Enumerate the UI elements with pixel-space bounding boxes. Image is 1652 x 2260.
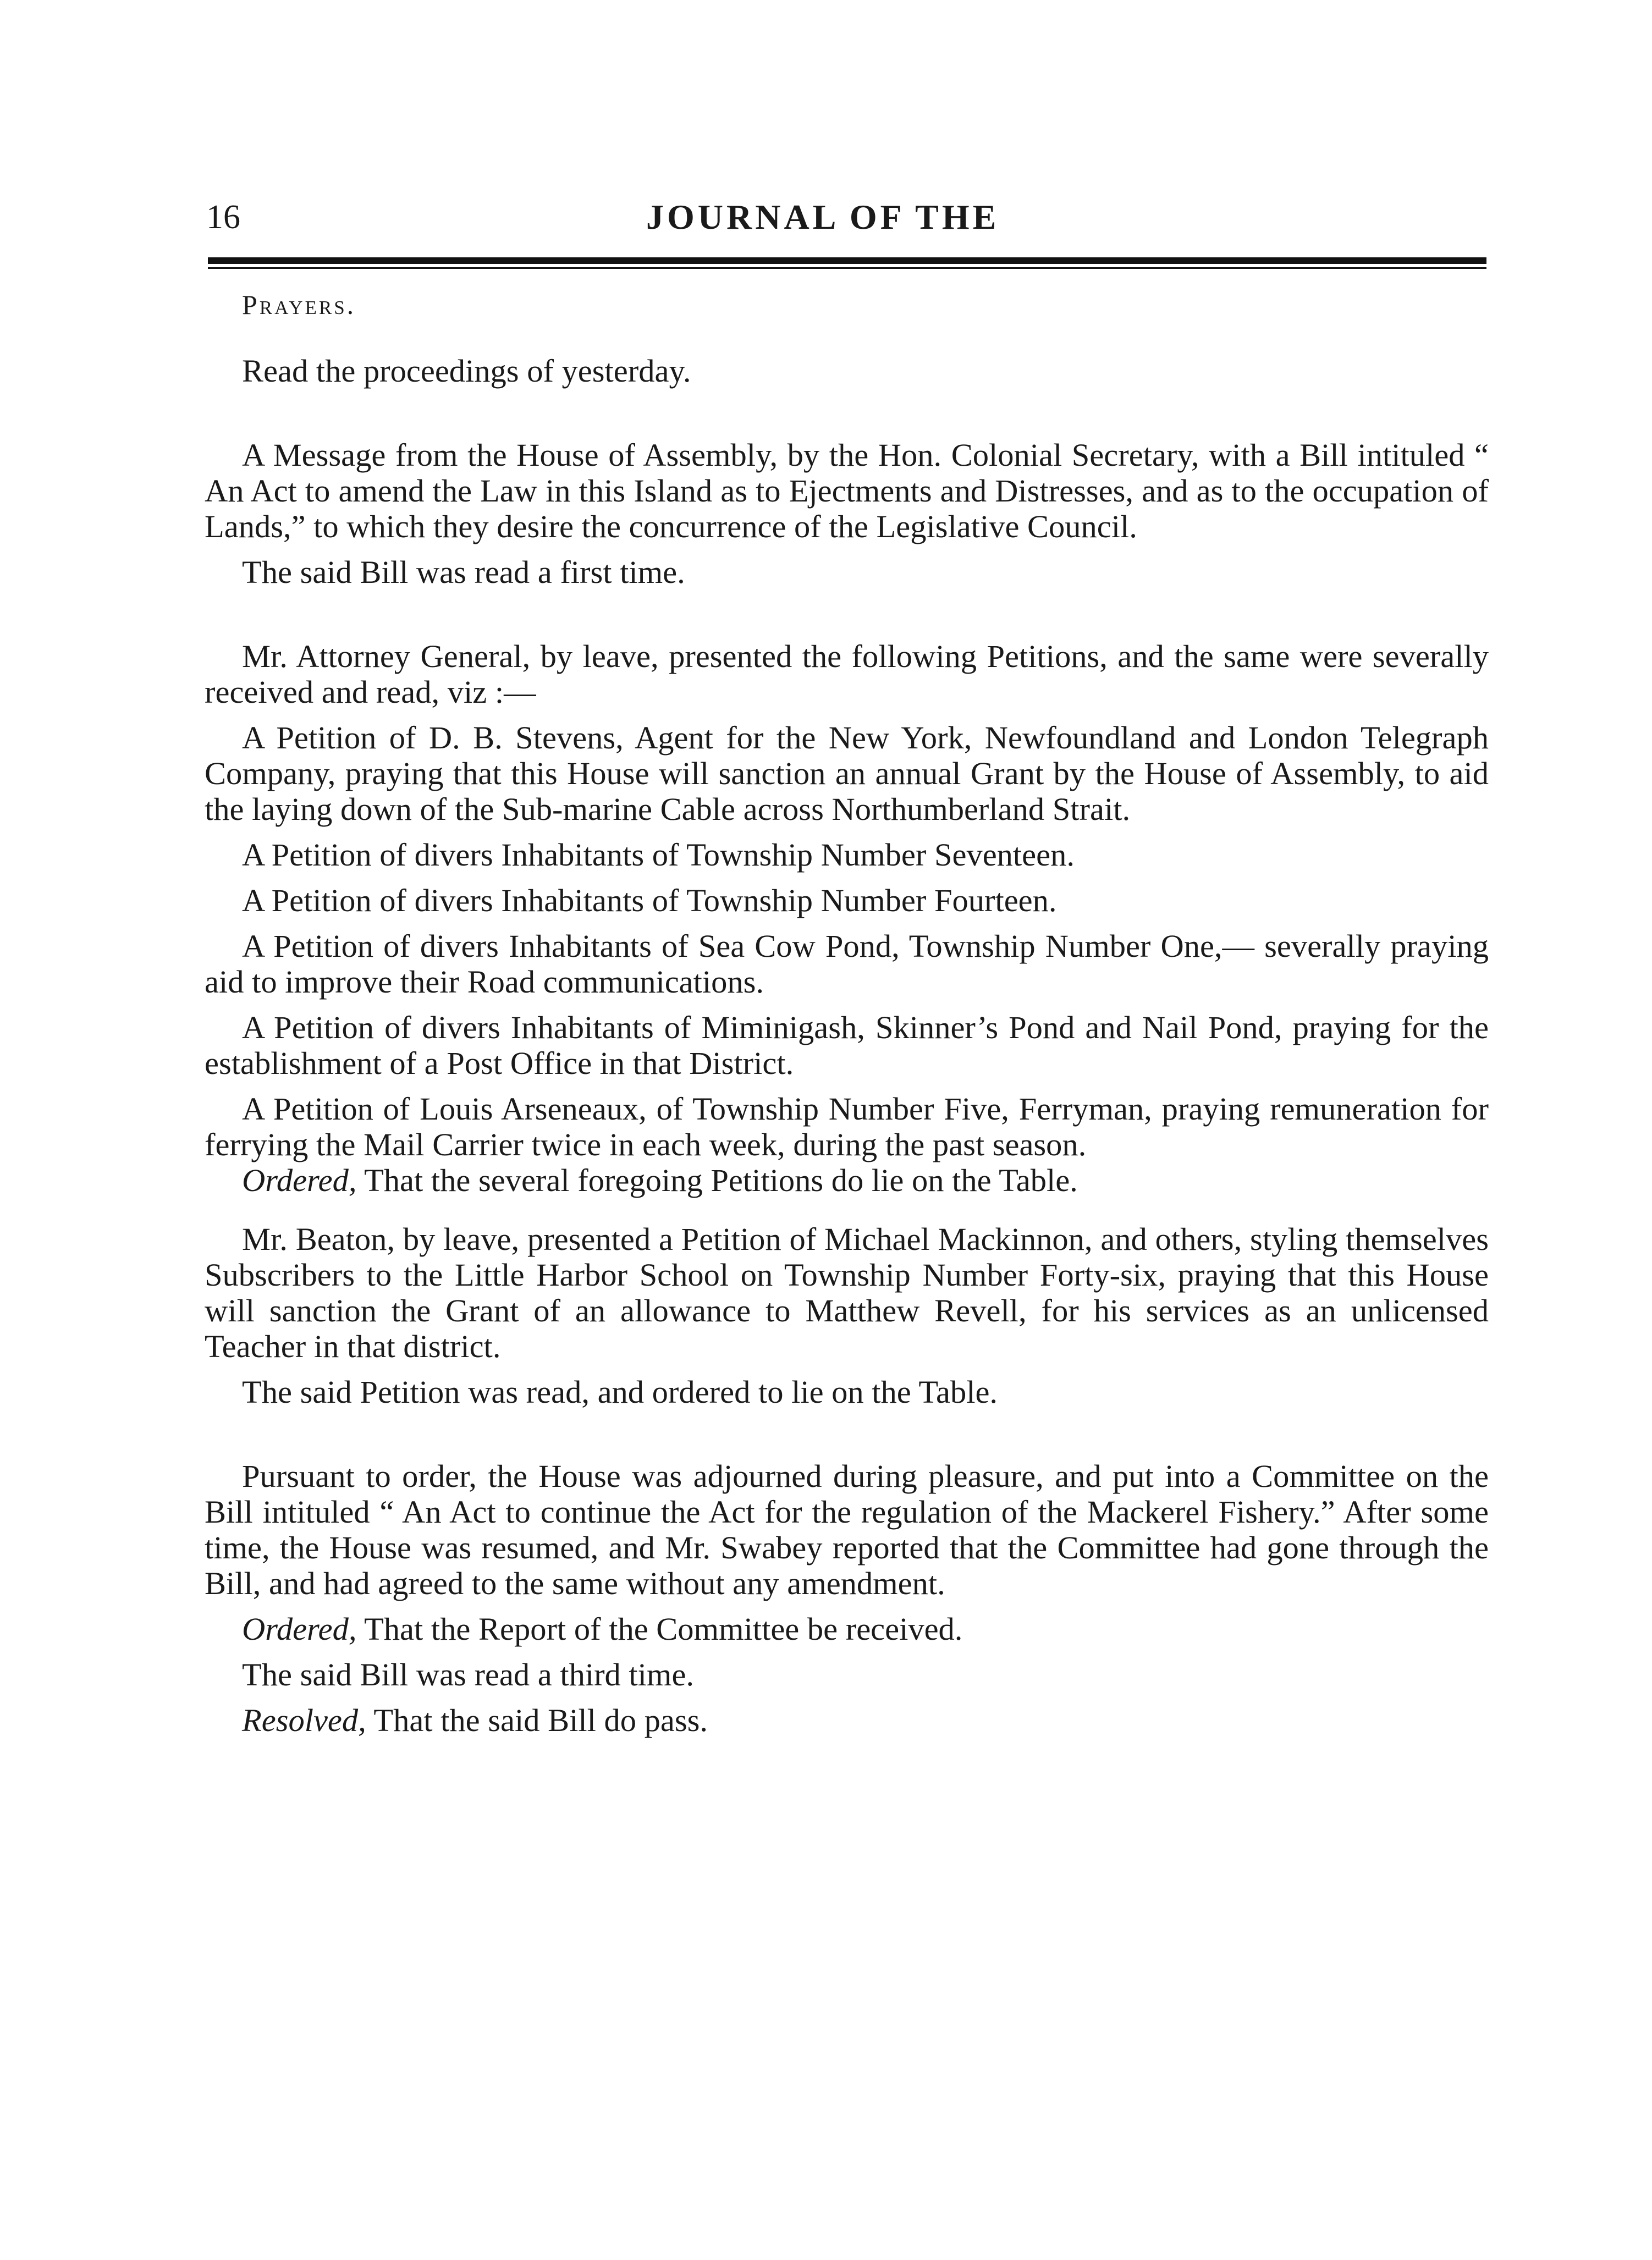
paragraph-petition-sea-cow-pond: A Petition of divers Inhabitants of Sea Cow Pond, Township Number One,— severally praying aid to improve their Road communications. (205, 928, 1489, 1000)
section-heading-prayers: Prayers. (242, 289, 356, 320)
paragraph-petition-township-seventeen: A Petition of divers Inhabitants of Township Number Seventeen. (242, 837, 1075, 873)
page-number: 16 (206, 199, 240, 236)
paragraph-beaton-petition: Mr. Beaton, by leave, presented a Petition of Michael Mackinnon, and others, styling themselves Subscribers to the Little Harbor School on Township Number Forty-six, praying that this House will sanction the Grant of an allowance to Matthew Revell, for his services as an unlicensed Teacher in that district. (205, 1221, 1489, 1364)
paragraph-bill-first-reading: The said Bill was read a first time. (242, 554, 685, 590)
ordered-label: Ordered, (242, 1162, 357, 1198)
paragraph-third-reading: The said Bill was read a third time. (242, 1657, 695, 1693)
paragraph-ordered-petitions (205, 1162, 1489, 1198)
header-rule-thick (208, 257, 1486, 264)
paragraph-ordered-report (205, 1611, 1489, 1647)
paragraph-message-assembly: A Message from the House of Assembly, by the Hon. Colonial Secretary, with a Bill intituled “ An Act to amend the Law in this Island as to Ejectments and Distresses, and as to the occupation of Lands,” to which they desire the concurrence of the Legislative Council. (205, 437, 1489, 544)
paragraph-petition-township-fourteen: A Petition of divers Inhabitants of Township Number Fourteen. (242, 883, 1057, 918)
resolved-label: Resolved, (242, 1702, 366, 1738)
header-rule-thin (208, 267, 1486, 269)
resolved-text: That the said Bill do pass. (366, 1702, 708, 1738)
paragraph-petition-arseneaux: A Petition of Louis Arseneaux, of Township Number Five, Ferryman, praying remuneration for ferrying the Mail Carrier twice in each week, during the past season. (205, 1091, 1489, 1162)
ordered-label: Ordered, (242, 1611, 357, 1647)
ordered-text: That the several foregoing Petitions do lie on the Table. (356, 1162, 1078, 1198)
paragraph-petition-read: The said Petition was read, and ordered to lie on the Table. (242, 1374, 998, 1410)
running-title: JOURNAL OF THE (646, 197, 1000, 236)
paragraph-petition-stevens: A Petition of D. B. Stevens, Agent for the New York, Newfoundland and London Telegraph Company, praying that this House will sanction an annual Grant by the House of Assembly, to aid the laying down of the Sub-marine Cable across Northumberland Strait. (205, 720, 1489, 827)
ordered-text: That the Report of the Committee be received. (356, 1611, 963, 1647)
paragraph-petition-miminigash: A Petition of divers Inhabitants of Miminigash, Skinner’s Pond and Nail Pond, praying for the establishment of a Post Office in that District. (205, 1010, 1489, 1081)
page-header (206, 195, 1488, 245)
journal-body (205, 287, 1489, 1738)
paragraph-attorney-general: Mr. Attorney General, by leave, presented the following Petitions, and the same were severally received and read, viz :— (205, 638, 1489, 710)
paragraph-mackerel-committee: Pursuant to order, the House was adjourned during pleasure, and put into a Committee on the Bill intituled “ An Act to continue the Act for the regulation of the Mackerel Fishery.” After some time, the House was resumed, and Mr. Swabey reported that the Committee had gone through the Bill, and had agreed to the same without any amendment. (205, 1458, 1489, 1601)
paragraph-resolved (205, 1702, 1489, 1738)
paragraph-read-proceedings: Read the proceedings of yesterday. (242, 353, 691, 389)
